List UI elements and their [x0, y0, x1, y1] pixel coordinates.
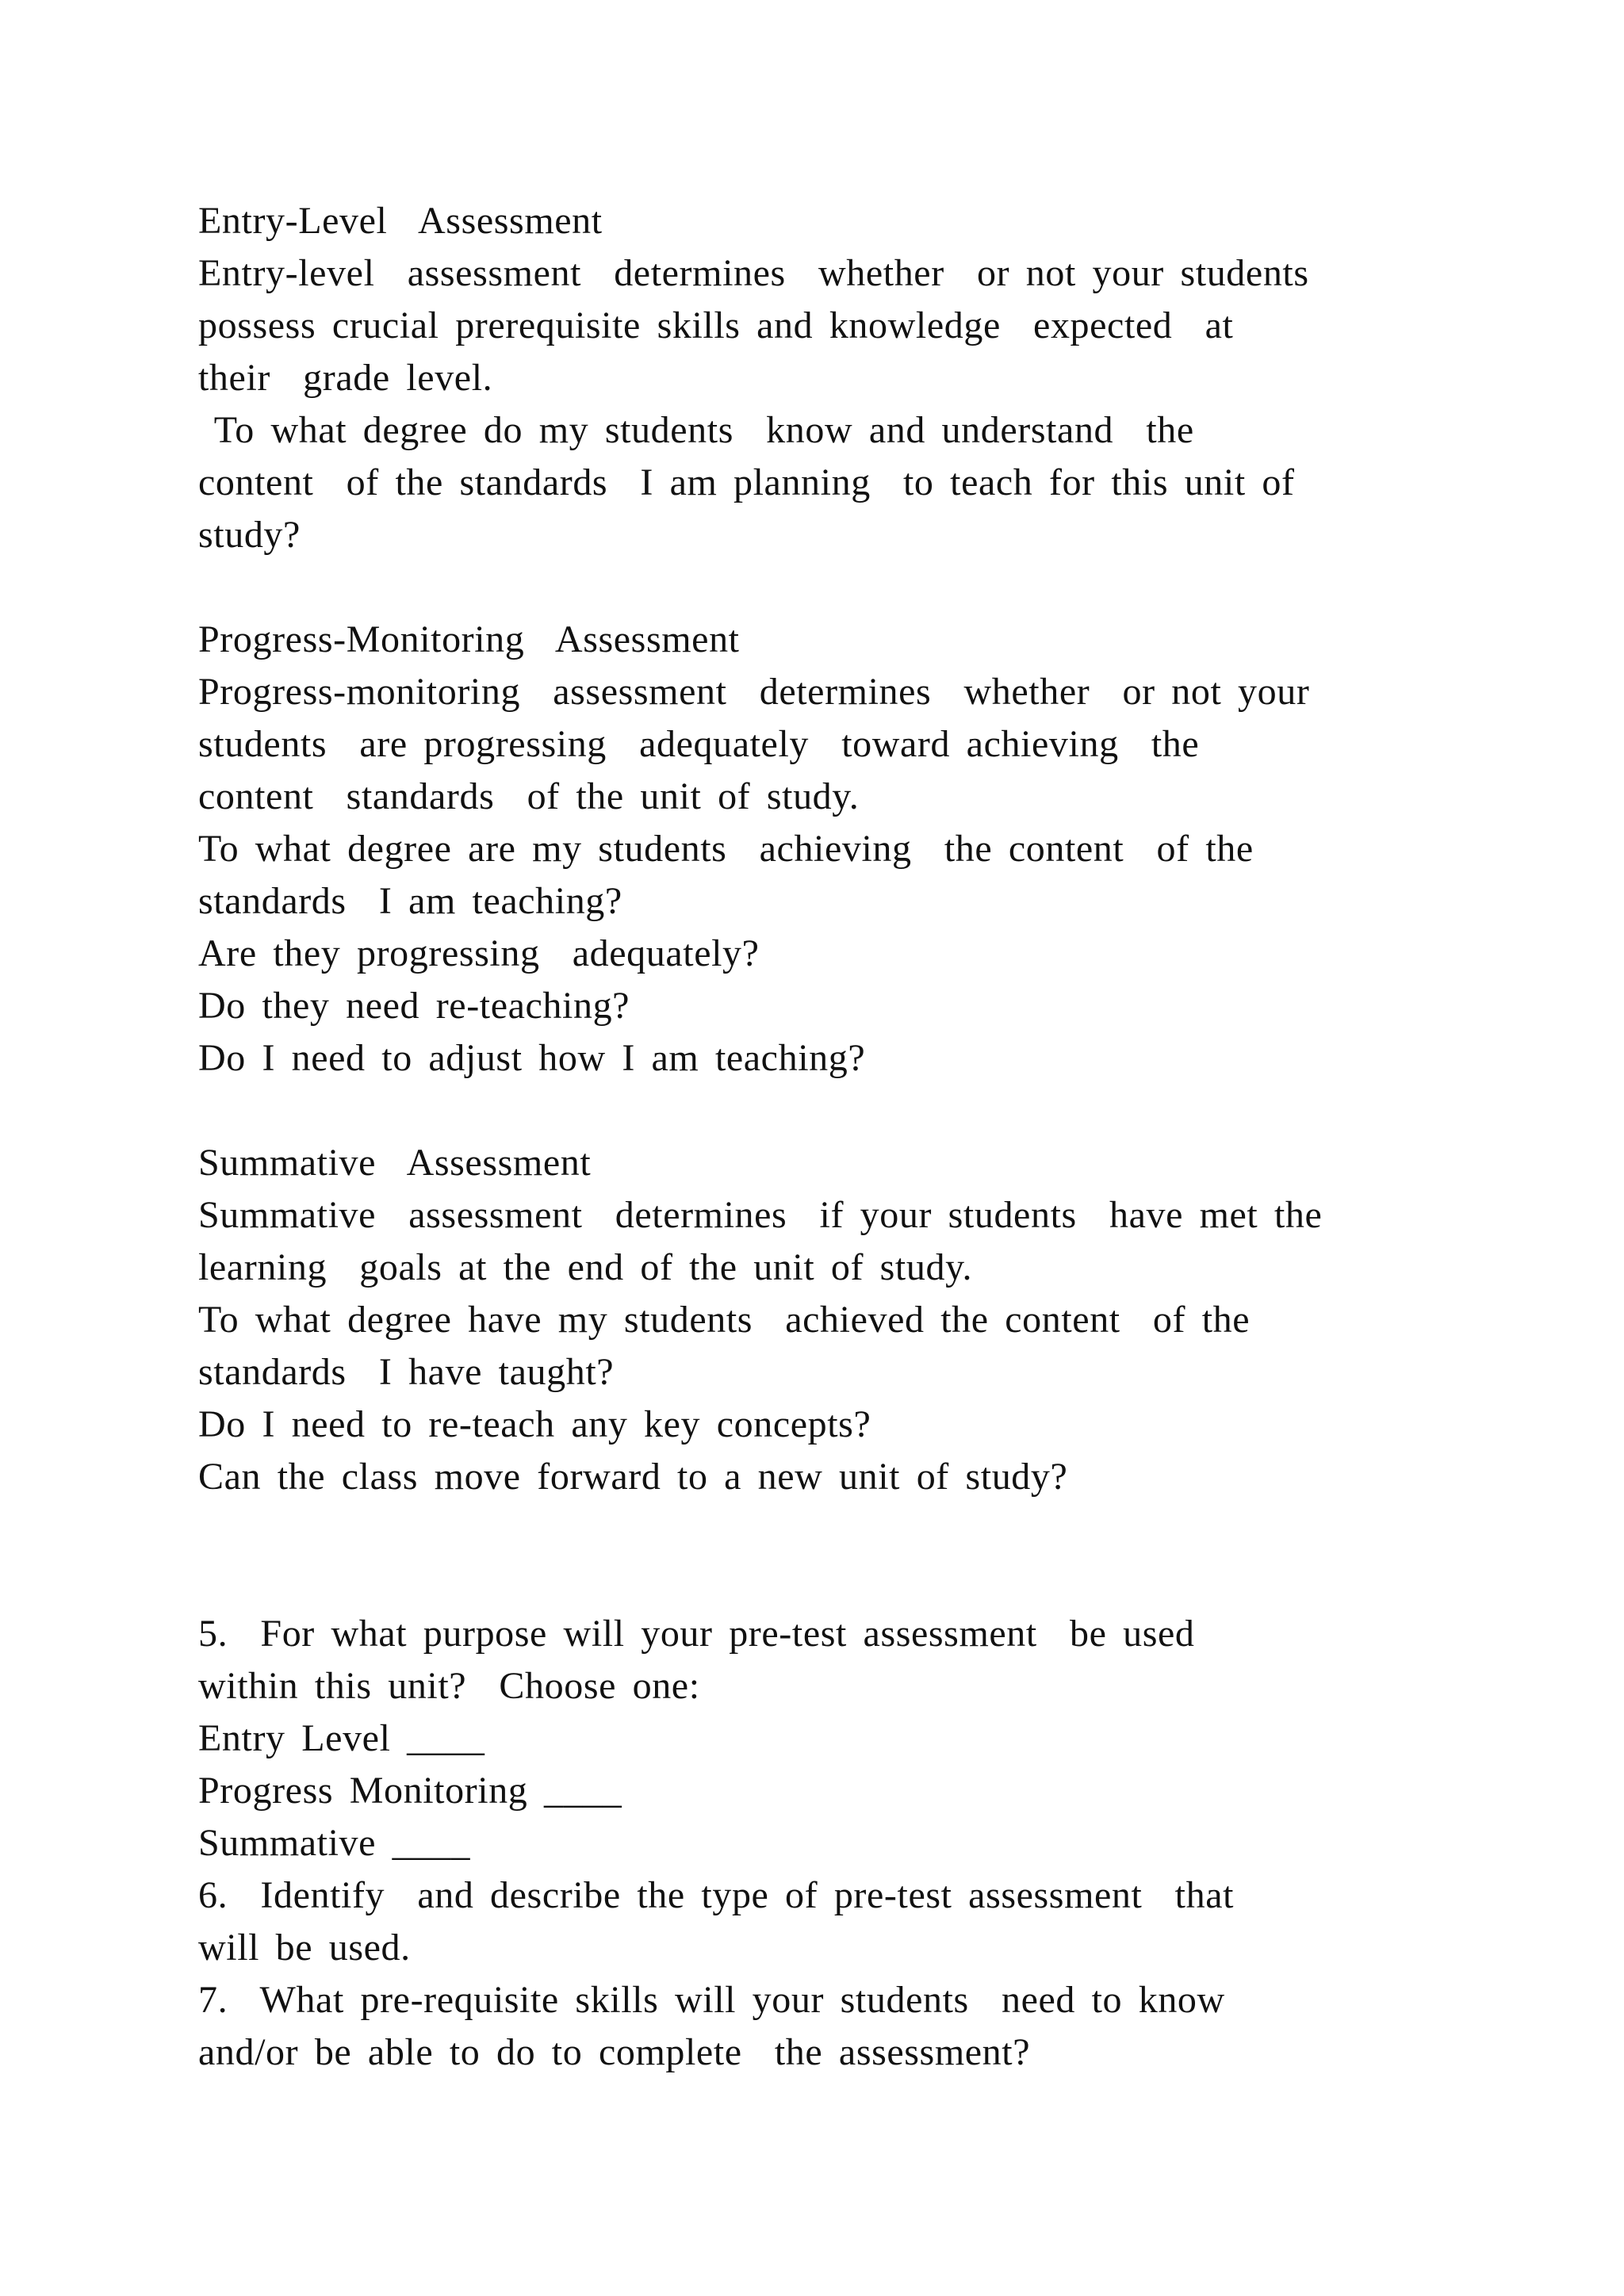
summative-line: Summative assessment determines if your students have met the — [198, 1194, 1323, 1236]
progress-monitoring-line: standards I am teaching? — [198, 880, 622, 922]
progress-monitoring-line: To what degree are my students achieving the content of the — [198, 828, 1254, 870]
question-line: 7. What pre-requisite skills will your students need to know — [198, 1979, 1225, 2021]
summative-line: Do I need to re-teach any key concepts? — [198, 1403, 871, 1445]
summative-heading: Summative Assessment — [198, 1142, 592, 1184]
summative-line: To what degree have my students achieved the content of the — [198, 1299, 1251, 1341]
entry-level-line: study? — [198, 514, 301, 556]
progress-monitoring-line: Are they progressing adequately? — [198, 932, 760, 974]
question-line: will be used. — [198, 1927, 411, 1969]
question-line: and/or be able to do to complete the assessment? — [198, 2031, 1031, 2073]
progress-monitoring-line: students are progressing adequately toward achieving the — [198, 723, 1200, 765]
progress-monitoring-line: Progress-monitoring assessment determines whether or not your — [198, 671, 1310, 713]
summative-line: standards I have taught? — [198, 1351, 615, 1393]
progress-monitoring-line: Do I need to adjust how I am teaching? — [198, 1037, 866, 1079]
question-option-entry-level: Entry Level ____ — [198, 1717, 485, 1759]
progress-monitoring-heading: Progress-Monitoring Assessment — [198, 618, 740, 660]
summative-line: learning goals at the end of the unit of study. — [198, 1246, 973, 1288]
progress-monitoring-line: Do they need re-teaching? — [198, 985, 630, 1027]
entry-level-line: To what degree do my students know and understand the — [198, 409, 1194, 451]
entry-level-line: their grade level. — [198, 357, 493, 399]
question-option-progress-monitoring: Progress Monitoring ____ — [198, 1770, 622, 1812]
progress-monitoring-line: content standards of the unit of study. — [198, 775, 860, 817]
question-line: 6. Identify and describe the type of pre-test assessment that — [198, 1874, 1235, 1916]
summative-line: Can the class move forward to a new unit of study? — [198, 1456, 1068, 1498]
entry-level-line: possess crucial prerequisite skills and knowledge expected at — [198, 304, 1234, 346]
question-line: 5. For what purpose will your pre-test assessment be used — [198, 1613, 1195, 1655]
question-line: within this unit? Choose one: — [198, 1665, 700, 1707]
entry-level-line: content of the standards I am planning to teach for this unit of — [198, 461, 1295, 503]
entry-level-line: Entry-level assessment determines whether or not your students — [198, 252, 1309, 294]
question-option-summative: Summative ____ — [198, 1822, 471, 1864]
entry-level-heading: Entry-Level Assessment — [198, 200, 603, 242]
